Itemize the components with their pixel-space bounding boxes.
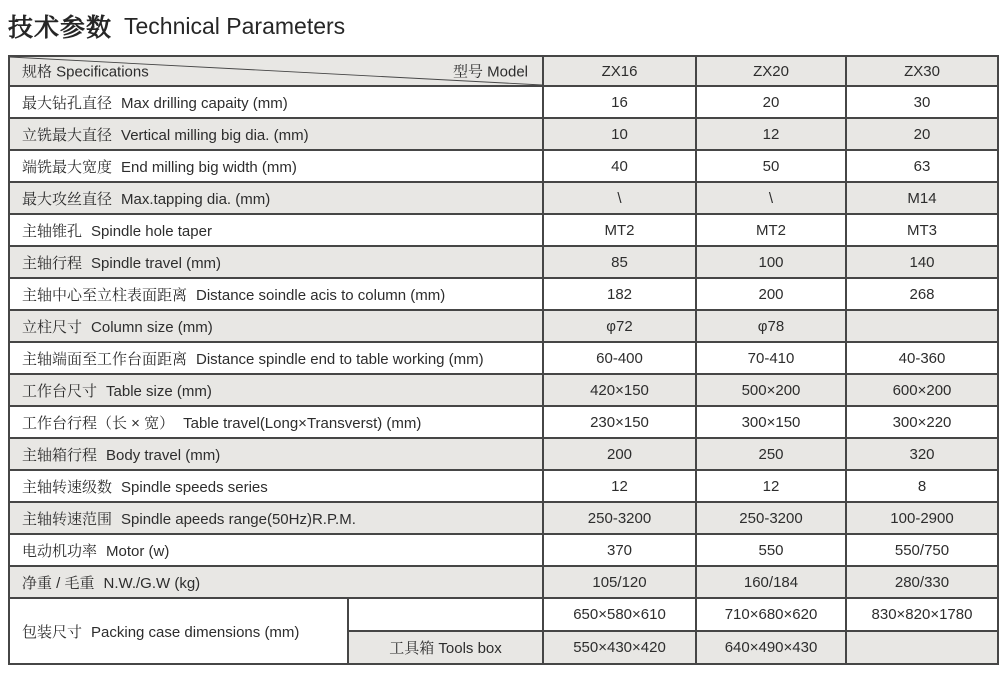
cell-value: 16 (543, 86, 696, 118)
row-label: 工作台行程（长 × 宽） Table travel(Long×Transverst) (mm) (9, 406, 543, 438)
cell-value: 40 (543, 150, 696, 182)
cell-value: 250-3200 (696, 502, 846, 534)
row-label: 立柱尺寸 Column size (mm) (9, 310, 543, 342)
row-label: 主轴行程 Spindle travel (mm) (9, 246, 543, 278)
table-header-row (9, 56, 998, 86)
cell-value: 300×150 (696, 406, 846, 438)
table-row-column-size (9, 310, 998, 342)
column-header-zx16: ZX16 (543, 56, 696, 86)
column-header-zx20: ZX20 (696, 56, 846, 86)
cell-value: 268 (846, 278, 998, 310)
technical-parameters-table (8, 55, 999, 665)
row-label: 主轴端面至工作台面距离 Distance spindle end to table working (mm) (9, 342, 543, 374)
cell-value: 20 (846, 118, 998, 150)
cell-value: 280/330 (846, 566, 998, 598)
cell-value: 85 (543, 246, 696, 278)
row-label: 最大钻孔直径 Max drilling capaity (mm) (9, 86, 543, 118)
cell-value: 20 (696, 86, 846, 118)
cell-value: 830×820×1780 (846, 598, 998, 631)
cell-value: 140 (846, 246, 998, 278)
cell-value: 100 (696, 246, 846, 278)
row-label: 主轴中心至立柱表面距离 Distance soindle acis to column (mm) (9, 278, 543, 310)
table-row-spindle-to-table (9, 342, 998, 374)
table-row-spindle-travel (9, 246, 998, 278)
cell-value: MT2 (696, 214, 846, 246)
cell-value: 100-2900 (846, 502, 998, 534)
row-label: 主轴转速级数 Spindle speeds series (9, 470, 543, 502)
page-title-english: Technical Parameters (124, 12, 346, 39)
row-label: 工作台尺寸 Table size (mm) (9, 374, 543, 406)
cell-value: 200 (696, 278, 846, 310)
cell-value: 640×490×430 (696, 631, 846, 664)
row-label: 电动机功率 Motor (w) (9, 534, 543, 566)
cell-value: 40-360 (846, 342, 998, 374)
table-row-body-travel (9, 438, 998, 470)
cell-value: 550×430×420 (543, 631, 696, 664)
table-row-table-travel (9, 406, 998, 438)
cell-value: 70-410 (696, 342, 846, 374)
cell-value: φ78 (696, 310, 846, 342)
row-label: 主轴转速范围 Spindle apeeds range(50Hz)R.P.M. (9, 502, 543, 534)
spec-model-header-cell (9, 56, 543, 86)
cell-value: 10 (543, 118, 696, 150)
cell-value (846, 310, 998, 342)
cell-value: 550 (696, 534, 846, 566)
cell-value: 320 (846, 438, 998, 470)
cell-value: 250-3200 (543, 502, 696, 534)
toolbox-label: 工具箱 Tools box (348, 631, 543, 664)
cell-value: 12 (696, 118, 846, 150)
cell-value: φ72 (543, 310, 696, 342)
cell-value: 182 (543, 278, 696, 310)
cell-value: 60-400 (543, 342, 696, 374)
cell-value: 12 (543, 470, 696, 502)
cell-value: 420×150 (543, 374, 696, 406)
cell-value: \ (696, 182, 846, 214)
page-title-chinese: 技术参数 (8, 14, 113, 42)
cell-value: 550/750 (846, 534, 998, 566)
row-label: 立铣最大直径 Vertical milling big dia. (mm) (9, 118, 543, 150)
model-label: 型号 Model (452, 63, 528, 81)
cell-value: MT2 (543, 214, 696, 246)
cell-value: 250 (696, 438, 846, 470)
cell-value: 12 (696, 470, 846, 502)
cell-value: 650×580×610 (543, 598, 696, 631)
table-row-motor-power (9, 534, 998, 566)
cell-value: 370 (543, 534, 696, 566)
row-label: 主轴箱行程 Body travel (mm) (9, 438, 543, 470)
cell-value (846, 631, 998, 664)
specifications-label: 规格 Specifications (22, 63, 149, 81)
packing-sub-empty-cell (348, 598, 543, 631)
table-row-weight (9, 566, 998, 598)
cell-value: 230×150 (543, 406, 696, 438)
cell-value: 50 (696, 150, 846, 182)
cell-value: 710×680×620 (696, 598, 846, 631)
cell-value: 105/120 (543, 566, 696, 598)
table-row-vertical-milling (9, 118, 998, 150)
cell-value: MT3 (846, 214, 998, 246)
row-label: 主轴锥孔 Spindle hole taper (9, 214, 543, 246)
table-row-max-tapping (9, 182, 998, 214)
page-title (8, 8, 1000, 44)
table-row-table-size (9, 374, 998, 406)
cell-value: 500×200 (696, 374, 846, 406)
cell-value: 160/184 (696, 566, 846, 598)
table-row-max-drilling (9, 86, 998, 118)
cell-value: 63 (846, 150, 998, 182)
row-label: 端铣最大宽度 End milling big width (mm) (9, 150, 543, 182)
table-row-spindle-to-column (9, 278, 998, 310)
table-row-packing-machine (9, 598, 998, 631)
cell-value: 200 (543, 438, 696, 470)
table-row-speed-range (9, 502, 998, 534)
cell-value: M14 (846, 182, 998, 214)
column-header-zx30: ZX30 (846, 56, 998, 86)
row-label: 净重 / 毛重 N.W./G.W (kg) (9, 566, 543, 598)
table-row-end-milling (9, 150, 998, 182)
packing-row-label: 包装尺寸 Packing case dimensions (mm) (9, 598, 348, 664)
cell-value: 30 (846, 86, 998, 118)
cell-value: 600×200 (846, 374, 998, 406)
row-label: 最大攻丝直径 Max.tapping dia. (mm) (9, 182, 543, 214)
cell-value: 300×220 (846, 406, 998, 438)
cell-value: \ (543, 182, 696, 214)
cell-value: 8 (846, 470, 998, 502)
table-row-speed-series (9, 470, 998, 502)
table-row-spindle-taper (9, 214, 998, 246)
